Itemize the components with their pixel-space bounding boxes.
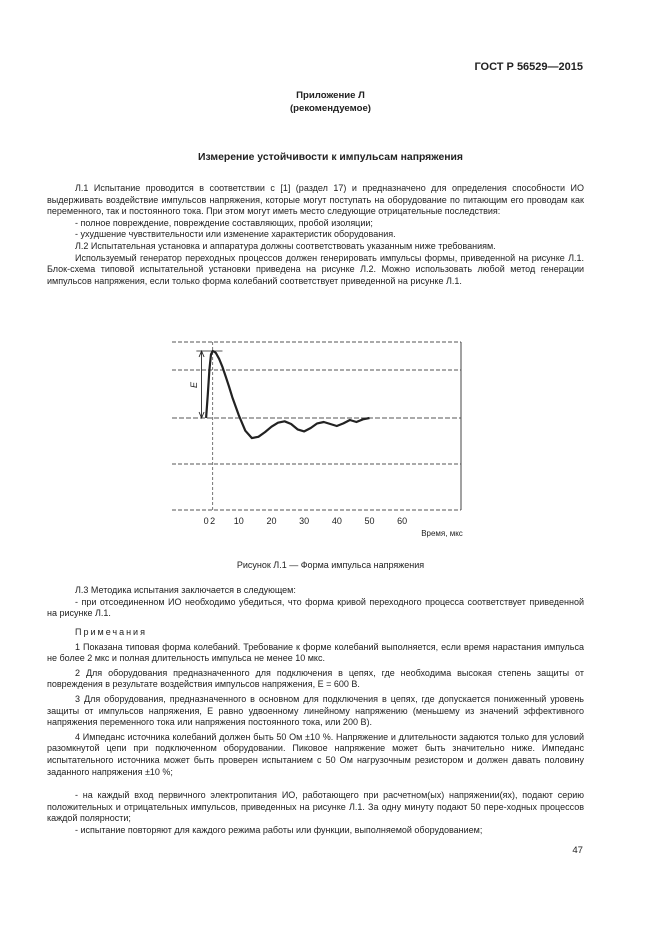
note-item: 4 Импеданс источника колебаний должен быть 50 Ом ±10 %. Напряжение и длительности задаются только для условий разомкнутой цепи при подключенном оборудовании. Пиковое напряжение может быть значительно ниже. Импеданс испытательного источника может быть проверен испытанием с 50 Ом нагрузочным резистором и должен давать половину заданного напряжения ±10 %;: [47, 731, 584, 777]
section-title: Измерение устойчивости к импульсам напряжения: [198, 152, 463, 163]
consequence-item: - полное повреждение, повреждение составляющих, пробой изоляции;: [75, 217, 373, 228]
x-tick-label: 30: [299, 516, 310, 526]
x-tick-label: 60: [397, 516, 408, 526]
procedure-item: - испытание повторяют для каждого режима работы или функции, выполняемой оборудованием;: [75, 824, 483, 835]
paragraph-l2: Л.2 Испытательная установка и аппаратура должны соответствовать указанным ниже требованиям.: [75, 240, 496, 251]
y-axis-label: E: [189, 381, 199, 389]
impulse-waveform-line: [206, 351, 369, 438]
paragraph-l3: Л.3 Методика испытания заключается в следующем:: [75, 585, 296, 595]
page-number: 47: [572, 845, 583, 856]
note-item: 3 Для оборудования, предназначенного в основном для подключения в цепях, где допускается пониженный уровень защиты от импульсов напряжения, E равно удвоенному линейному напряжению (меньшему из значений эффективного напряжения переменного тока или напряжения постоянного тока, или 200 В).: [47, 693, 584, 728]
x-tick-label: 20: [266, 516, 277, 526]
x-tick-label: 40: [331, 516, 342, 526]
intro-text: [47, 183, 584, 287]
x-tick-label: 2: [210, 516, 216, 526]
impulse-chart: [160, 330, 480, 540]
procedure-item: - на каждый вход первичного электропитания ИО, работающего при расчетном(ых) напряжении(ях), подают серию положительных и отрицательных импульсов, приведенных на рисунке Л.1. За одну минуту подают 50 пере-ходных процессов каждой полярности;: [47, 790, 584, 824]
consequence-item: - ухудшение чувствительности или изменение характеристик оборудования.: [75, 229, 396, 240]
x-tick-label: 0: [203, 516, 209, 526]
paragraph-l1: Л.1 Испытание проводится в соответствии с [1] (раздел 17) и предназначено для определения способности ИО выдерживать воздействие импульсов напряжения, которые могут поступать на оборудование по питающим его проводам как переменного, так и постоянного тока. При этом могут иметь место следующие отрицательные последствия:: [47, 183, 584, 217]
appendix-title: Приложение Л: [296, 90, 365, 101]
x-tick-label: 10: [233, 516, 244, 526]
methods-text: [47, 585, 584, 620]
x-tick-label: 50: [364, 516, 375, 526]
chart-tick-labels: [204, 516, 408, 526]
note-item: 1 Показана типовая форма колебаний. Требование к форме колебаний выполняется, если время нарастания импульса не более 2 мкс и полная длительность импульса не менее 10 мкс.: [47, 641, 584, 664]
paragraph-generator: Используемый генератор переходных процессов должен генерировать импульсы формы, приведенной на рисунке Л.1. Блок-схема типовой испытательной установки приведена на рисунке Л.2. Можно использовать любой метод генерации импульсов напряжения, если только форма колебаний соответствует приведенной на рисунке Л.1.: [47, 252, 584, 286]
chart-grid: [172, 342, 461, 510]
x-axis-label: Время, мкс: [421, 529, 463, 538]
standard-number: ГОСТ Р 56529—2015: [474, 61, 583, 73]
appendix-subtitle: (рекомендуемое): [289, 103, 371, 114]
chart-series: [206, 351, 369, 438]
figure-caption: Рисунок Л.1 — Форма импульса напряжения: [236, 560, 425, 570]
notes-block: [47, 627, 584, 837]
method-item: - при отсоединенном ИО необходимо убедиться, что форма кривой переходного процесса соответствует приведенной на рисунке Л.1.: [47, 596, 584, 619]
note-item: 2 Для оборудования предназначенного для подключения в цепях, где необходима высокая степень защиты от повреждения в результате воздействия импульсов напряжения, E = 600 В.: [47, 667, 584, 690]
notes-title: Примечания: [75, 627, 147, 637]
